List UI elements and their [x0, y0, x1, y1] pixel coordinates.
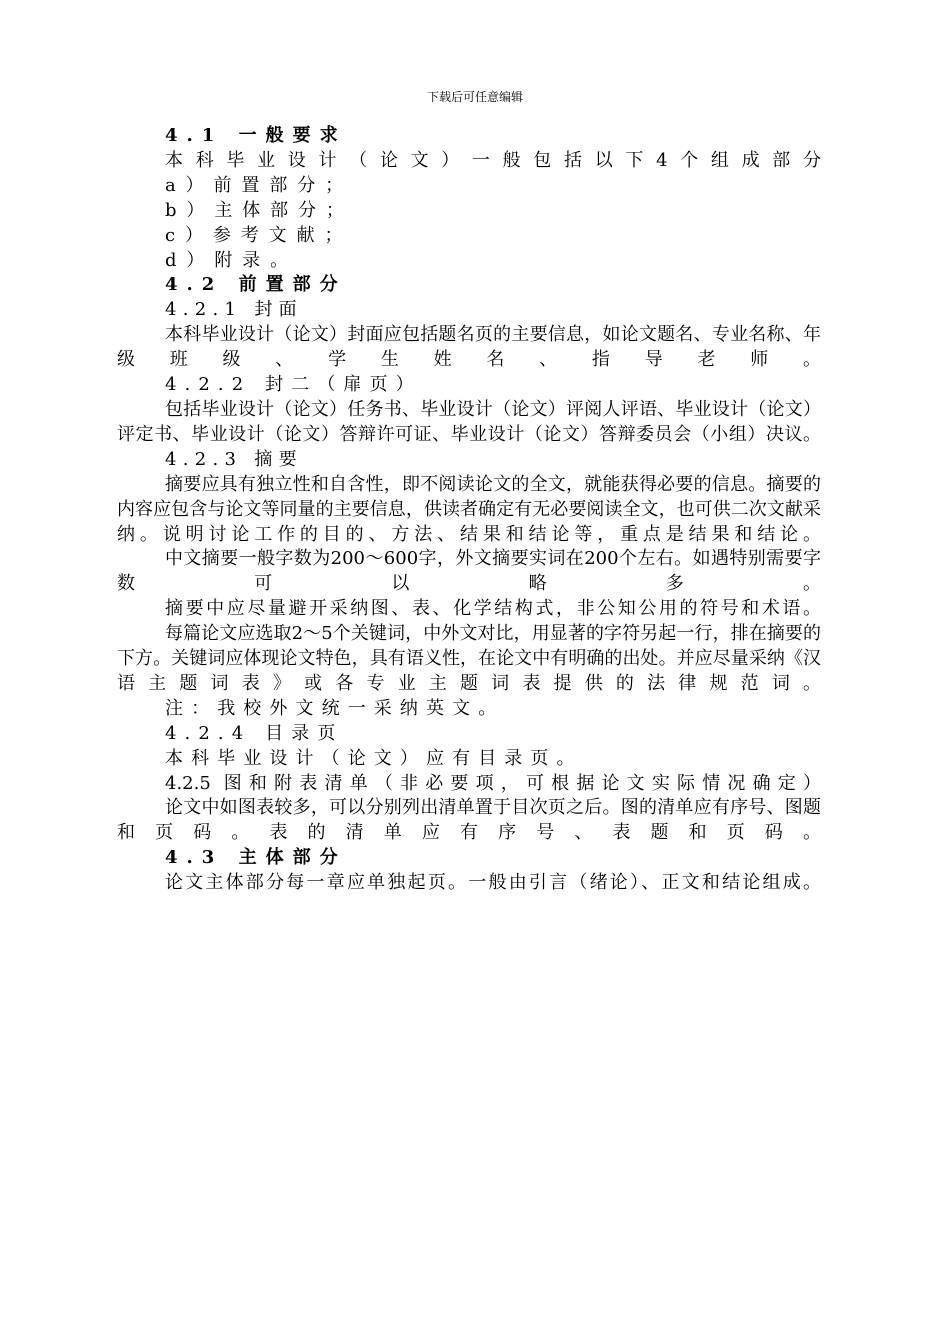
subsection-heading: 4.2.1 封面	[165, 299, 303, 321]
page-header: 下载后可任意编辑	[426, 90, 523, 104]
section-heading-4-2: 4.2 前置部分	[165, 274, 347, 296]
paragraph: 包括毕业设计（论文）任务书、毕业设计（论文）评阅人评语、毕业设计（论文）评定书、毕业设计（论文）答辩许可证、毕业设计（论文）答辩委员会（小组）决议。	[117, 398, 821, 445]
list-item: b）主体部分；	[165, 199, 354, 221]
section-heading-4-1: 4.1 一般要求	[165, 125, 347, 146]
subsection-heading: 4.2.5 图和附表清单（非必要项，可根据论文实际情况确定）	[165, 772, 821, 794]
list-item: d）附录。	[165, 249, 299, 271]
paragraph: 中文摘要一般字数为200～600字，外文摘要实词在200个左右。如遇特别需要字数可以略多。	[117, 548, 821, 595]
list-item: a）前置部分；	[165, 174, 354, 196]
note: 注：我校外文统一采纳英文。	[165, 697, 505, 719]
document-body	[117, 124, 821, 896]
section-heading-4-3: 4.3 主体部分	[165, 847, 347, 869]
subsection-heading: 4.2.4 目录页	[165, 722, 344, 744]
paragraph: 摘要中应尽量避开采纳图、表、化学结构式，非公知公用的符号和术语。	[165, 598, 821, 620]
subsection-heading: 4.2.3 摘要	[165, 448, 303, 470]
paragraph: 每篇论文应选取2～5个关键词，中外文对比，用显著的字符另起一行，排在摘要的下方。关键词应体现论文特色，具有语义性，在论文中有明确的出处。并应尽量采纳《汉语主题词表》或各专业主题词表提供的法律规范词。	[117, 623, 821, 694]
subsection-heading: 4.2.2 封二（扉页）	[165, 374, 422, 396]
paragraph: 论文主体部分每一章应单独起页。一般由引言（绪论）、正文和结论组成。	[165, 872, 821, 894]
paragraph: 论文中如图表较多，可以分别列出清单置于目次页之后。图的清单应有序号、图题和页码。表的清单应有序号、表题和页码。	[117, 797, 821, 844]
paragraph: 本科毕业设计（论文）一般包括以下4个组成部分	[165, 149, 821, 171]
paragraph: 摘要应具有独立性和自含性，即不阅读论文的全文，就能获得必要的信息。摘要的内容应包含与论文等同量的主要信息，供读者确定有无必要阅读全文，也可供二次文献采纳。说明讨论工作的目的、方法、结果和结论等，重点是结果和结论。	[117, 473, 821, 545]
paragraph: 本科毕业设计（论文）封面应包括题名页的主要信息，如论文题名、专业名称、年级班级、学生姓名、指导老师。	[117, 324, 821, 371]
list-item: c）参考文献；	[165, 224, 353, 246]
paragraph: 本科毕业设计（论文）应有目录页。	[165, 747, 583, 769]
